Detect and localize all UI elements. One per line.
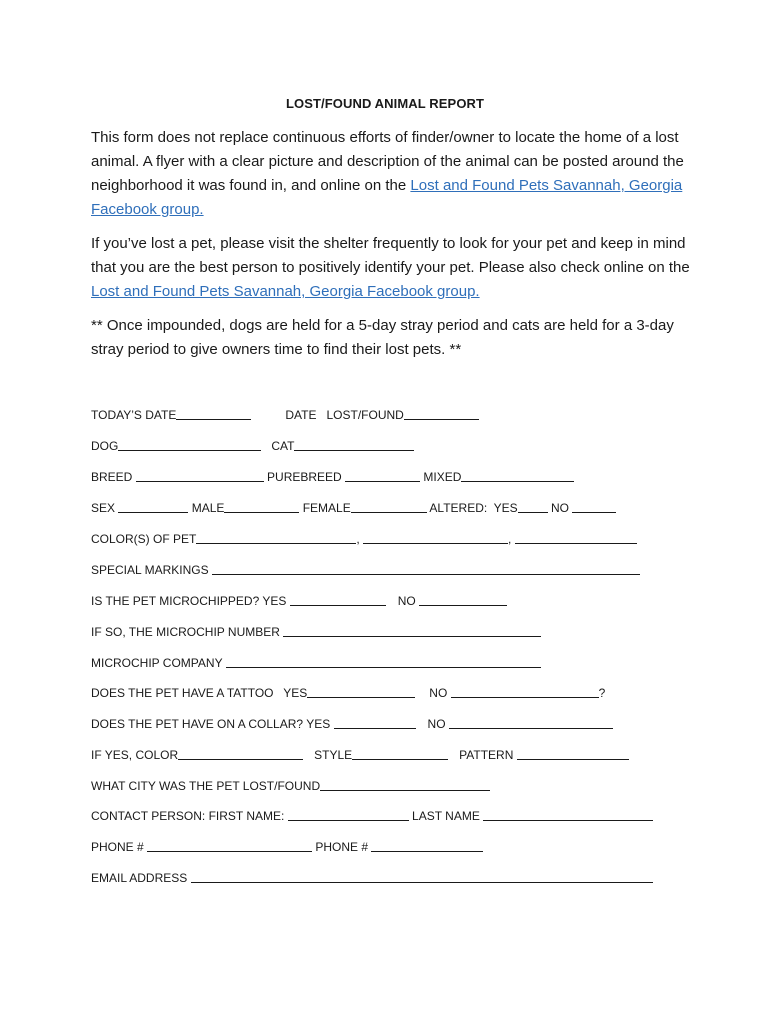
sex-field[interactable]: [118, 500, 188, 513]
female-field[interactable]: [351, 500, 427, 513]
color-1-field[interactable]: [196, 531, 356, 544]
microchip-company-label: MICROCHIP COMPANY: [91, 656, 226, 670]
female-label: FEMALE: [299, 501, 351, 515]
row-collar-details: [91, 744, 711, 762]
color-3-field[interactable]: [515, 531, 637, 544]
todays-date-label: TODAY’S DATE: [91, 408, 177, 422]
date-lost-found-label: DATE LOST/FOUND: [285, 408, 404, 422]
collar-color-field[interactable]: [178, 747, 303, 760]
comma-1: ,: [356, 532, 364, 546]
city-label: WHAT CITY WAS THE PET LOST/FOUND: [91, 779, 321, 793]
row-collar: [91, 713, 711, 731]
row-city: [91, 775, 711, 793]
microchipped-yes-field[interactable]: [290, 593, 386, 606]
microchip-company-field[interactable]: [226, 655, 541, 668]
purebreed-label: PUREBREED: [263, 470, 346, 484]
last-name-label: LAST NAME: [408, 809, 484, 823]
row-microchipped: [91, 590, 711, 608]
dog-field[interactable]: [118, 438, 261, 451]
facebook-group-link-2[interactable]: Lost and Found Pets Savannah, Georgia Facebook group.: [91, 283, 480, 300]
altered-yes-field[interactable]: [518, 500, 548, 513]
row-species: [91, 435, 711, 453]
row-special-markings: [91, 559, 711, 577]
special-markings-field[interactable]: [212, 562, 640, 575]
email-field[interactable]: [191, 870, 653, 883]
phone-1-label: PHONE #: [91, 840, 148, 854]
city-field[interactable]: [320, 778, 490, 791]
intro-paragraph-2-text: If you’ve lost a pet, please visit the shelter frequently to look for your pet and keep in mind that you are the best person to positively identify your pet. Please also check online on the: [91, 235, 690, 276]
collar-pattern-label: PATTERN: [459, 748, 517, 762]
phone-1-field[interactable]: [147, 839, 312, 852]
cat-field[interactable]: [294, 438, 414, 451]
collar-no-label: NO: [427, 717, 449, 731]
special-markings-label: SPECIAL MARKINGS: [91, 563, 212, 577]
intro-paragraph-1-text: This form does not replace continuous efforts of finder/owner to locate the home of a lost animal. A flyer with a clear picture and description of the animal can be posted around the neighborhood it was found in, and online on the: [91, 129, 684, 194]
mixed-field[interactable]: [461, 469, 574, 482]
tattoo-yes-field[interactable]: [307, 685, 415, 698]
row-phones: [91, 836, 711, 854]
breed-field[interactable]: [136, 469, 264, 482]
form-title: LOST/FOUND ANIMAL REPORT: [285, 96, 485, 111]
stray-period-note: ** Once impounded, dogs are held for a 5-day stray period and cats are held for a 3-day stray period to give owners time to find their lost pets. **: [91, 317, 674, 358]
tattoo-yes-label: DOES THE PET HAVE A TATTOO YES: [91, 686, 308, 700]
tattoo-question-mark: ?: [598, 686, 606, 700]
altered-yes-label: ALTERED: YES: [426, 501, 518, 515]
sex-label: SEX: [91, 501, 119, 515]
last-name-field[interactable]: [483, 808, 653, 821]
row-breed: [91, 466, 711, 484]
date-lost-found-field[interactable]: [404, 407, 479, 420]
row-microchip-company: [91, 652, 711, 670]
first-name-label: CONTACT PERSON: FIRST NAME:: [91, 809, 288, 823]
tattoo-no-field[interactable]: [451, 685, 599, 698]
email-label: EMAIL ADDRESS: [91, 871, 191, 885]
breed-label: BREED: [91, 470, 136, 484]
collar-color-label: IF YES, COLOR: [91, 748, 179, 762]
todays-date-field[interactable]: [176, 407, 251, 420]
colors-label: COLOR(S) OF PET: [91, 532, 197, 546]
facebook-group-link-1[interactable]: Lost and Found Pets Savannah, Georgia Facebook group.: [91, 177, 683, 218]
dog-label: DOG: [91, 439, 119, 453]
microchipped-yes-label: IS THE PET MICROCHIPPED? YES: [91, 594, 290, 608]
first-name-field[interactable]: [288, 808, 409, 821]
male-field[interactable]: [224, 500, 299, 513]
collar-no-field[interactable]: [449, 716, 613, 729]
row-email: [91, 867, 711, 885]
phone-2-field[interactable]: [371, 839, 483, 852]
row-tattoo: [91, 682, 711, 700]
intro-paragraph-2: [91, 232, 691, 304]
cat-label: CAT: [271, 439, 295, 453]
intro-paragraph-1: [91, 126, 691, 222]
color-2-field[interactable]: [363, 531, 508, 544]
phone-2-label: PHONE #: [312, 840, 372, 854]
mixed-label: MIXED: [420, 470, 462, 484]
row-colors: [91, 528, 711, 546]
tattoo-no-label: NO: [429, 686, 451, 700]
microchip-number-field[interactable]: [283, 624, 541, 637]
altered-no-label: NO: [547, 501, 573, 515]
comma-2: ,: [508, 532, 515, 546]
collar-pattern-field[interactable]: [517, 747, 629, 760]
row-dates: [91, 404, 711, 422]
microchipped-no-label: NO: [397, 594, 420, 608]
male-label: MALE: [188, 501, 225, 515]
microchip-number-label: IF SO, THE MICROCHIP NUMBER: [91, 625, 284, 639]
row-sex: [91, 497, 711, 515]
collar-yes-label: DOES THE PET HAVE ON A COLLAR? YES: [91, 717, 334, 731]
microchipped-no-field[interactable]: [419, 593, 507, 606]
collar-style-label: STYLE: [314, 748, 353, 762]
altered-no-field[interactable]: [572, 500, 616, 513]
row-microchip-number: [91, 621, 711, 639]
row-contact-name: [91, 805, 711, 823]
collar-yes-field[interactable]: [334, 716, 416, 729]
collar-style-field[interactable]: [352, 747, 448, 760]
purebreed-field[interactable]: [345, 469, 420, 482]
